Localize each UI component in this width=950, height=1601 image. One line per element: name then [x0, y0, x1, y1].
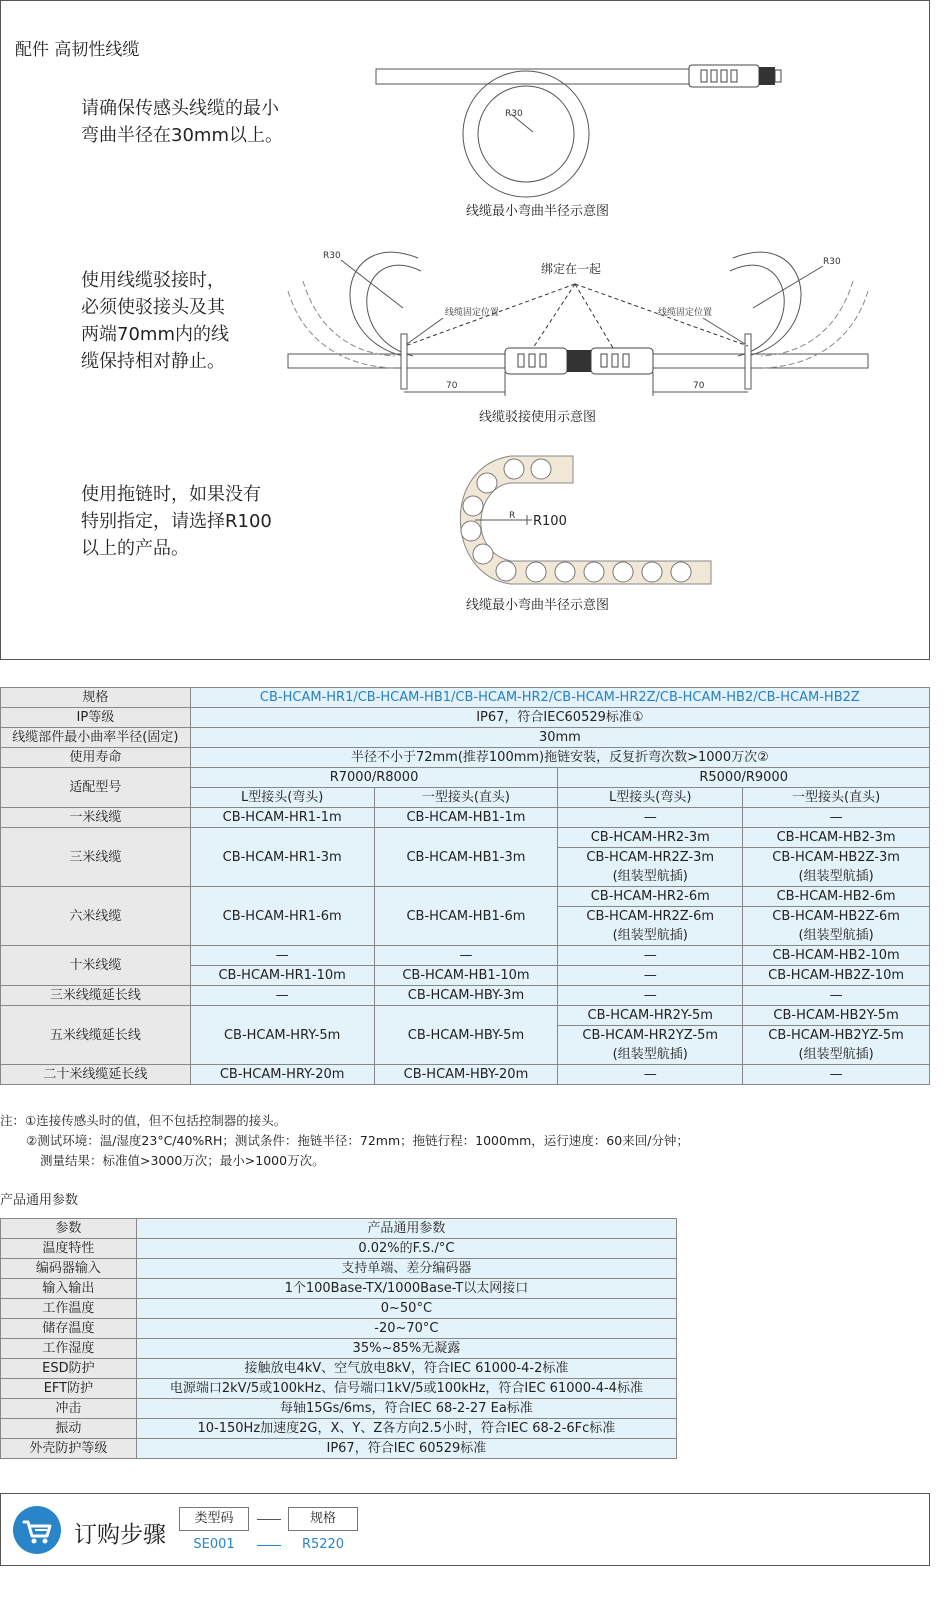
table-row: [1, 688, 930, 708]
row-label: 线缆部件最小曲率半径(固定): [1, 728, 191, 748]
table-cell: CB-HCAM-HB2-3m: [743, 828, 930, 848]
table-row: [1, 828, 930, 848]
r30-right-label: R30: [823, 257, 841, 267]
section-title: 产品通用参数: [0, 1193, 79, 1208]
column-header: 一型接头(直头): [743, 788, 930, 808]
param-value: IP67，符合IEC 60529标准: [136, 1439, 676, 1459]
table-row: [1, 768, 930, 788]
footnotes: [0, 1111, 689, 1171]
cell-line: (组装型航插): [612, 928, 688, 943]
table-cell: CB-HCAM-HB2-10m: [743, 946, 930, 966]
bend-radius-note: [81, 95, 283, 149]
table-cell: —: [743, 986, 930, 1006]
cell-line: (组装型航插): [798, 869, 874, 884]
cell-line: CB-HCAM-HB2Z-3m: [772, 850, 900, 865]
table-cell: CB-HCAM-HB2Y-5m: [743, 1006, 930, 1026]
caption-splice: 线缆驳接使用示意图: [479, 410, 597, 425]
table-cell: —: [558, 946, 743, 966]
table-row: [1, 986, 930, 1006]
row-label: 五米线缆延长线: [1, 1006, 191, 1065]
bind-label: 绑定在一起: [541, 262, 602, 276]
caption-drag-chain: 线缆最小弯曲半径示意图: [466, 598, 610, 613]
table-cell: CB-HCAM-HRY-5m: [190, 1006, 374, 1065]
spec-code-value: R5220: [301, 1537, 345, 1552]
r30-left-label: R30: [323, 251, 341, 261]
note-line: 以上的产品。: [81, 538, 189, 559]
row-label: 使用寿命: [1, 748, 191, 768]
table-cell: CB-HCAM-HB2-6m: [743, 887, 930, 907]
param-value: 每轴15Gs/6ms，符合IEC 68-2-27 Ea标准: [136, 1399, 676, 1419]
table-cell: CB-HCAM-HB1-1m: [374, 808, 558, 828]
table-cell: CB-HCAM-HBY-3m: [374, 986, 558, 1006]
row-label: 二十米线缆延长线: [1, 1065, 191, 1085]
type-code-value: SE001: [193, 1537, 235, 1552]
column-header: 一型接头(直头): [374, 788, 558, 808]
drag-chain-note: [81, 481, 272, 562]
table-cell: —: [558, 1065, 743, 1085]
note-line: 缆保持相对静止。: [81, 351, 225, 372]
table-cell: [558, 1026, 743, 1065]
cell-line: CB-HCAM-HB2Z-6m: [772, 909, 900, 924]
dim-left: 70: [446, 381, 458, 391]
table-row: [1, 1339, 677, 1359]
step-code-connector: [257, 1545, 281, 1546]
table-cell: [558, 848, 743, 887]
table-cell: CB-HCAM-HBY-5m: [374, 1006, 558, 1065]
param-value: 电源端口2kV/5或100kHz、信号端口1kV/5或100kHz，符合IEC 61000-4-4标准: [136, 1379, 676, 1399]
table-row: [1, 1239, 677, 1259]
param-name: 冲击: [1, 1399, 137, 1419]
table-cell: —: [743, 808, 930, 828]
cart-icon: [13, 1506, 61, 1554]
table-row: [1, 1439, 677, 1459]
cell-line: (组装型航插): [612, 1047, 688, 1062]
r100-label: R100: [533, 514, 567, 529]
cell-line: CB-HCAM-HR2Z-3m: [586, 850, 715, 865]
param-name: 振动: [1, 1419, 137, 1439]
splice-diagram: [283, 246, 873, 406]
fix-left-label: 线缆固定位置: [445, 308, 500, 318]
table-cell: CB-HCAM-HR1-1m: [190, 808, 374, 828]
step-connector: [257, 1519, 281, 1520]
table-cell: [558, 907, 743, 946]
table-cell: CB-HCAM-HB1-3m: [374, 828, 558, 887]
param-name: 外壳防护等级: [1, 1439, 137, 1459]
table-cell: —: [190, 986, 374, 1006]
step-type-code: 类型码: [179, 1507, 249, 1531]
param-value: 接触放电4kV、空气放电8kV，符合IEC 61000-4-2标准: [136, 1359, 676, 1379]
group-header: R7000/R8000: [190, 768, 558, 788]
table-cell: CB-HCAM-HR1-6m: [190, 887, 374, 946]
cell-line: (组装型航插): [798, 928, 874, 943]
table-cell: [743, 907, 930, 946]
table-row: [1, 1299, 677, 1319]
table-cell: CB-HCAM-HB1-10m: [374, 966, 558, 986]
table-row: [1, 1259, 677, 1279]
row-label: 三米线缆延长线: [1, 986, 191, 1006]
drag-chain-diagram: [451, 451, 721, 591]
cell-line: CB-HCAM-HR2YZ-5m: [582, 1028, 719, 1043]
table-cell: 半径不小于72mm(推荐100mm)拖链安装，反复折弯次数>1000万次②: [190, 748, 929, 768]
table-cell: IP67，符合IEC60529标准①: [190, 708, 929, 728]
table-cell: —: [558, 986, 743, 1006]
footnote-2-cont: 测量结果：标准值>3000万次；最小>1000万次。: [40, 1153, 325, 1168]
param-name: ESD防护: [1, 1359, 137, 1379]
cable-loop-diagram: [371, 56, 791, 201]
param-value: 10-150Hz加速度2G，X、Y、Z各方向2.5小时，符合IEC 68-2-6Fc标准: [136, 1419, 676, 1439]
table-cell: 30mm: [190, 728, 929, 748]
table-row: [1, 946, 930, 966]
note-line: 使用拖链时，如果没有: [81, 484, 261, 505]
table-row: [1, 1279, 677, 1299]
table-cell: CB-HCAM-HR2-3m: [558, 828, 743, 848]
general-params-table: [0, 1218, 677, 1459]
spec-models: CB-HCAM-HR1/CB-HCAM-HB1/CB-HCAM-HR2/CB-HCAM-HR2Z/CB-HCAM-HB2/CB-HCAM-HB2Z: [190, 688, 929, 708]
param-value: 1个100Base-TX/1000Base-T以太网接口: [136, 1279, 676, 1299]
splice-note: [81, 267, 229, 375]
table-cell: —: [190, 946, 374, 966]
footnote-2: ②测试环境：温/湿度23°C/40%RH；测试条件：拖链半径：72mm；拖链行程：1000mm，运行速度：60来回/分钟；: [26, 1133, 689, 1148]
param-name: 工作湿度: [1, 1339, 137, 1359]
param-name: EFT防护: [1, 1379, 137, 1399]
note-line: 特别指定，请选择R100: [81, 511, 272, 532]
table-cell: —: [374, 946, 558, 966]
table-row: [1, 708, 930, 728]
group-header: R5000/R9000: [558, 768, 930, 788]
table-row: [1, 728, 930, 748]
row-label: 十米线缆: [1, 946, 191, 986]
row-label: 一米线缆: [1, 808, 191, 828]
table-row: [1, 1006, 930, 1026]
note-line: 使用线缆驳接时，: [81, 270, 225, 291]
table-row: [1, 1399, 677, 1419]
note-line: 请确保传感头线缆的最小: [81, 98, 279, 119]
row-label: 三米线缆: [1, 828, 191, 887]
note-line: 两端70mm内的线: [81, 324, 229, 345]
table-cell: —: [558, 808, 743, 828]
table-row: [1, 748, 930, 768]
row-label: 六米线缆: [1, 887, 191, 946]
param-name: 编码器输入: [1, 1259, 137, 1279]
dim-right: 70: [693, 381, 705, 391]
column-header: 参数: [1, 1219, 137, 1239]
table-header-row: [1, 1219, 677, 1239]
step-spec: 规格: [288, 1507, 358, 1531]
param-name: 工作温度: [1, 1299, 137, 1319]
table-cell: CB-HCAM-HRY-20m: [190, 1065, 374, 1085]
spec-table: [0, 687, 930, 1085]
note-line: 弯曲半径在30mm以上。: [81, 125, 283, 146]
table-row: [1, 887, 930, 907]
table-cell: CB-HCAM-HBY-20m: [374, 1065, 558, 1085]
table-cell: [743, 1026, 930, 1065]
row-label: IP等级: [1, 708, 191, 728]
cell-line: (组装型航插): [798, 1047, 874, 1062]
caption-bend-radius: 线缆最小弯曲半径示意图: [466, 204, 610, 219]
table-row: [1, 1359, 677, 1379]
column-header: L型接头(弯头): [190, 788, 374, 808]
cell-line: (组装型航插): [612, 869, 688, 884]
param-value: 0~50°C: [136, 1299, 676, 1319]
table-row: [1, 1319, 677, 1339]
cell-line: CB-HCAM-HR2Z-6m: [586, 909, 715, 924]
column-header: L型接头(弯头): [558, 788, 743, 808]
param-value: -20~70°C: [136, 1319, 676, 1339]
param-value: 35%~85%无凝露: [136, 1339, 676, 1359]
param-name: 输入输出: [1, 1279, 137, 1299]
r30-label: R30: [505, 109, 523, 119]
cell-line: CB-HCAM-HB2YZ-5m: [768, 1028, 904, 1043]
table-cell: CB-HCAM-HR2Y-5m: [558, 1006, 743, 1026]
row-label: 适配型号: [1, 768, 191, 808]
diagram-panel: [0, 0, 930, 660]
order-steps-bar: [0, 1493, 930, 1566]
table-cell: CB-HCAM-HR1-3m: [190, 828, 374, 887]
radius-r-label: R: [509, 511, 516, 521]
param-value: 0.02%的F.S./°C: [136, 1239, 676, 1259]
table-row: [1, 808, 930, 828]
table-row: [1, 1419, 677, 1439]
row-label: 规格: [1, 688, 191, 708]
param-name: 温度特性: [1, 1239, 137, 1259]
table-cell: CB-HCAM-HB1-6m: [374, 887, 558, 946]
table-cell: CB-HCAM-HR1-10m: [190, 966, 374, 986]
table-cell: —: [558, 966, 743, 986]
table-cell: CB-HCAM-HR2-6m: [558, 887, 743, 907]
table-row: [1, 1379, 677, 1399]
order-title: 订购步骤: [74, 1522, 166, 1548]
table-cell: [743, 848, 930, 887]
param-name: 储存温度: [1, 1319, 137, 1339]
table-cell: —: [743, 1065, 930, 1085]
param-value: 支持单端、差分编码器: [136, 1259, 676, 1279]
column-header: 产品通用参数: [136, 1219, 676, 1239]
panel-title: 配件 高韧性线缆: [15, 40, 140, 60]
fix-right-label: 线缆固定位置: [658, 308, 713, 318]
footnote-1: 注：①连接传感头时的值，但不包括控制器的接头。: [0, 1113, 287, 1128]
table-row: [1, 1065, 930, 1085]
table-cell: CB-HCAM-HB2Z-10m: [743, 966, 930, 986]
note-line: 必须使驳接头及其: [81, 297, 225, 318]
